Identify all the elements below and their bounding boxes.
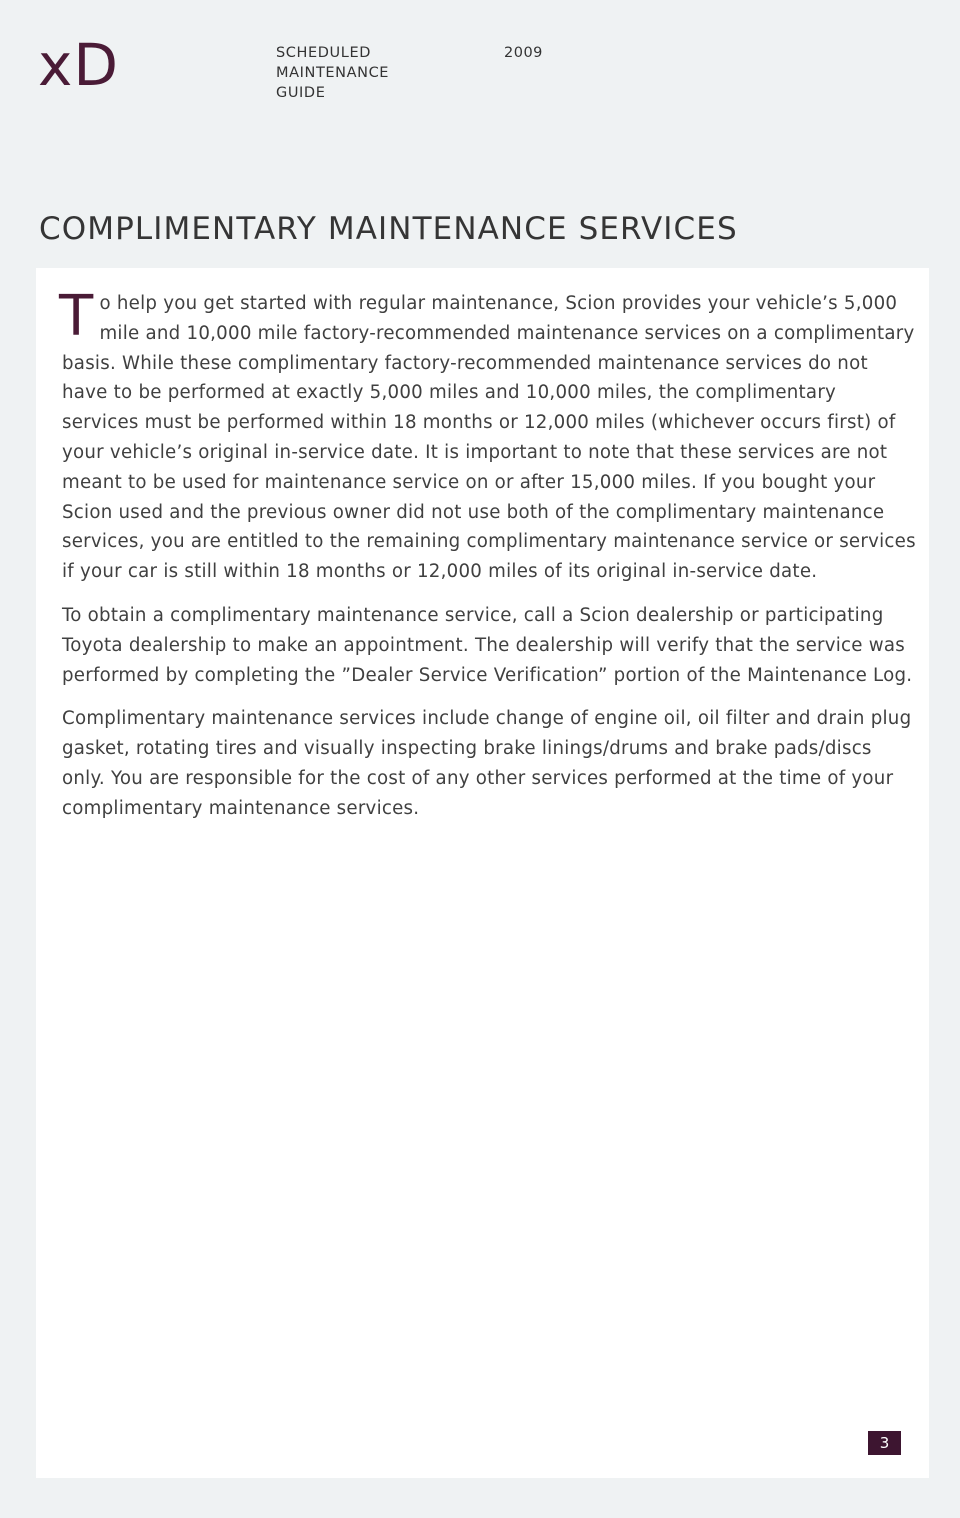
paragraph-services-included: Complimentary maintenance services include change of engine oil, oil filter and drain plug gasket, rotating tires and visually inspecting brake linings/drums and brake pads/discs only. You are responsible for the cost of any other services performed at the time of your complimentary maintenance services. xyxy=(62,708,912,819)
drop-cap: T xyxy=(59,284,94,349)
section-title: COMPLIMENTARY MAINTENANCE SERVICES xyxy=(39,211,738,247)
paragraph-obtain-service: To obtain a complimentary maintenance service, call a Scion dealership or participating Toyota dealership to make an appointment. The dealership will verify that the service was performed by completing the ”Dealer Service Verification” portion of the Maintenance Log. xyxy=(62,604,913,686)
page-number-badge: 3 xyxy=(868,1431,901,1455)
paragraph-intro xyxy=(59,284,916,587)
model-logo: xD xyxy=(38,31,119,99)
body-text xyxy=(59,284,916,838)
paragraph-intro-text: o help you get started with regular maintenance, Scion provides your vehicle’s 5,000 mile and 10,000 mile factory-recommended maintenance services on a complimentary basis. While these complimentary factory-recommended maintenance services do not have to be performed at exactly 5,000 miles and 10,000 miles, the complimentary services must be performed within 18 months or 12,000 miles (whichever occurs first) of your vehicle’s original in-service date. It is important to note that these services are not meant to be used for maintenance service on or after 15,000 miles. If you bought your Scion used and the previous owner did not use both of the complimentary maintenance services, you are entitled to the remaining complimentary maintenance service or services if your car is still within 18 months or 12,000 miles of its original in-service date. xyxy=(62,293,916,583)
document-year: 2009 xyxy=(504,45,543,61)
document-label: SCHEDULED MAINTENANCE GUIDE xyxy=(276,45,390,101)
content-panel xyxy=(36,268,929,1478)
